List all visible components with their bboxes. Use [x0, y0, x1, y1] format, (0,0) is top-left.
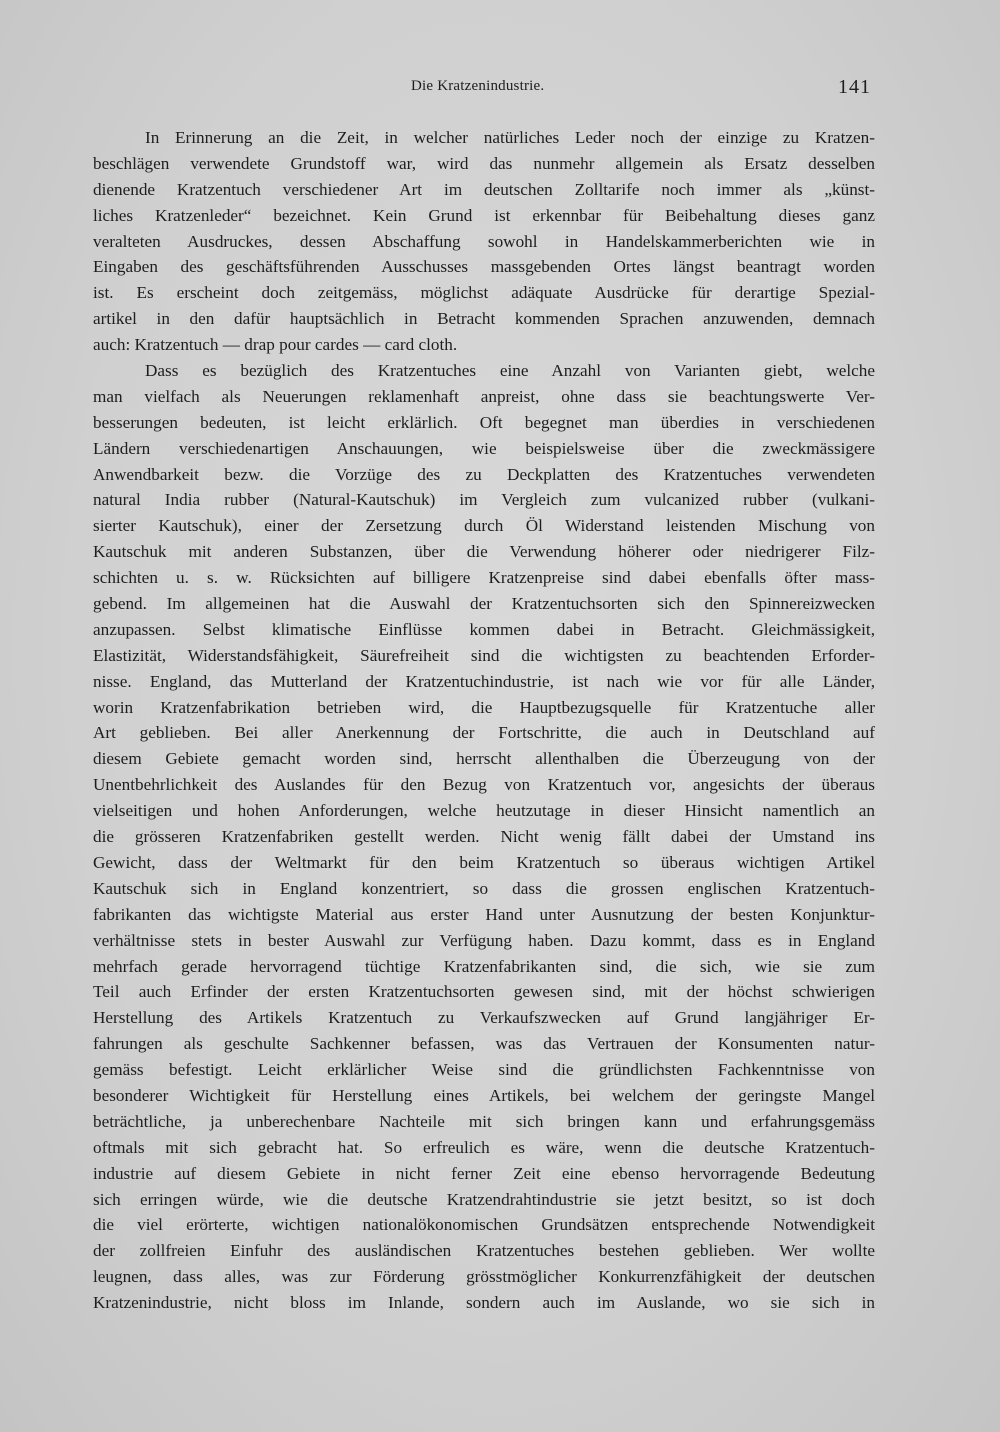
- text-line: schichten u. s. w. Rücksichten auf billigere Kratzenpreise sind dabei ebenfalls öfter mass-: [93, 568, 875, 588]
- text-line: Art geblieben. Bei aller Anerkennung der Fortschritte, die auch in Deutschland auf: [93, 723, 875, 743]
- text-line: Teil auch Erfinder der ersten Kratzentuchsorten gewesen sind, mit der höchst schwierigen: [93, 982, 875, 1002]
- text-line: Dass es bezüglich des Kratzentuches eine Anzahl von Varianten giebt, welche: [145, 361, 875, 381]
- text-line: artikel in den dafür hauptsächlich in Betracht kommenden Sprachen anzuwenden, demnach: [93, 309, 875, 329]
- text-line: veralteten Ausdruckes, dessen Abschaffung sowohl in Handelskammerberichten wie in: [93, 231, 875, 251]
- text-line: sich erringen würde, wie die deutsche Kratzendrahtindustrie sie jetzt besitzt, so ist doch: [93, 1189, 875, 1209]
- text-line: Unentbehrlichkeit des Auslandes für den Bezug von Kratzentuch vor, angesichts der überaus: [93, 775, 875, 795]
- text-line: oftmals mit sich gebracht hat. So erfreulich es wäre, wenn die deutsche Kratzentuch-: [93, 1137, 875, 1157]
- text-line: gemäss befestigt. Leicht erklärlicher Weise sind die gründlichsten Fachkenntnisse von: [93, 1060, 875, 1080]
- text-line: mehrfach gerade hervorragend tüchtige Kratzenfabrikanten sind, die sich, wie sie zum: [93, 956, 875, 976]
- page-number: 141: [838, 76, 871, 98]
- text-line: Ländern verschiedenartigen Anschauungen, wie beispielsweise über die zweckmässigere: [93, 438, 875, 458]
- running-title: Die Kratzenindustrie.: [411, 78, 545, 94]
- text-line: die viel erörterte, wichtigen nationalökonomischen Grundsätzen entsprechende Notwendigkeit: [93, 1215, 875, 1235]
- text-line: beträchtliche, ja unberechenbare Nachteile mit sich bringen kann und erfahrungsgemäss: [93, 1111, 875, 1131]
- text-line: vielseitigen und hohen Anforderungen, welche heutzutage in dieser Hinsicht namentlich an: [93, 801, 875, 821]
- text-line: leugnen, dass alles, was zur Förderung grösstmöglicher Konkurrenzfähigkeit der deutschen: [93, 1267, 875, 1287]
- text-line: Anwendbarkeit bezw. die Vorzüge des zu Deckplatten des Kratzentuches verwendeten: [93, 464, 875, 484]
- text-line: In Erinnerung an die Zeit, in welcher natürliches Leder noch der einzige zu Kratzen-: [145, 128, 875, 147]
- text-line: verhältnisse stets in bester Auswahl zur Verfügung haben. Dazu kommt, dass es in England: [93, 930, 875, 950]
- text-line: Herstellung des Artikels Kratzentuch zu Verkaufszwecken auf Grund langjähriger Er-: [93, 1008, 875, 1028]
- text-line: dienende Kratzentuch verschiedener Art im deutschen Zolltarife noch immer als „künst-: [93, 179, 875, 199]
- text-line: Eingaben des geschäftsführenden Ausschusses massgebenden Ortes längst beantragt worden: [93, 257, 875, 277]
- text-line: worin Kratzenfabrikation betrieben wird, die Hauptbezugsquelle für Kratzentuche aller: [93, 697, 875, 717]
- text-line: anzupassen. Selbst klimatische Einflüsse kommen dabei in Betracht. Gleichmässigkeit,: [93, 619, 875, 639]
- running-head: [93, 76, 875, 104]
- text-line: sierter Kautschuk), einer der Zersetzung durch Öl Widerstand leistenden Mischung von: [93, 516, 875, 536]
- text-line: ist. Es erscheint doch zeitgemäss, möglichst adäquate Ausdrücke für derartige Spezial-: [93, 283, 875, 303]
- text-line: besserungen bedeuten, ist leicht erklärlich. Oft begegnet man überdies in verschiedenen: [93, 412, 875, 432]
- text-line: fabrikanten das wichtigste Material aus erster Hand unter Ausnutzung der besten Konjunktur-: [93, 904, 875, 924]
- text-line: liches Kratzenleder“ bezeichnet. Kein Grund ist erkennbar für Beibehaltung dieses ganz: [93, 205, 875, 225]
- text-line: auch: Kratzentuch — drap pour cardes — card cloth.: [93, 335, 458, 355]
- text-line: der zollfreien Einfuhr des ausländischen Kratzentuches bestehen geblieben. Wer wollte: [93, 1241, 875, 1261]
- text-line: nisse. England, das Mutterland der Kratzentuchindustrie, ist nach wie vor für alle Länder,: [93, 671, 875, 691]
- text-line: industrie auf diesem Gebiete in nicht ferner Zeit eine ebenso hervorragende Bedeutung: [93, 1163, 875, 1183]
- text-line: Kautschuk sich in England konzentriert, so dass die grossen englischen Kratzentuch-: [93, 878, 875, 898]
- text-line: Kautschuk mit anderen Substanzen, über die Verwendung höherer oder niedrigerer Filz-: [93, 542, 875, 562]
- text-line: besonderer Wichtigkeit für Herstellung eines Artikels, bei welchem der geringste Mangel: [93, 1085, 875, 1105]
- body-text: [93, 125, 875, 1316]
- text-line: gebend. Im allgemeinen hat die Auswahl der Kratzentuchsorten sich den Spinnereizwecken: [93, 594, 875, 614]
- text-line: fahrungen als geschulte Sachkenner befassen, was das Vertrauen der Konsumenten natur-: [93, 1034, 875, 1054]
- text-line: Kratzenindustrie, nicht bloss im Inlande, sondern auch im Auslande, wo sie sich in: [93, 1293, 875, 1313]
- text-line: diesem Gebiete gemacht worden sind, herrscht allenthalben die Überzeugung von der: [93, 749, 875, 769]
- text-line: die grösseren Kratzenfabriken gestellt werden. Nicht wenig fällt dabei der Umstand ins: [93, 827, 875, 847]
- text-line: Elastizität, Widerstandsfähigkeit, Säurefreiheit sind die wichtigsten zu beachtenden Erforder-: [93, 645, 875, 665]
- text-line: Gewicht, dass der Weltmarkt für den beim Kratzentuch so überaus wichtigen Artikel: [93, 852, 875, 872]
- text-line: man vielfach als Neuerungen reklamenhaft anpreist, ohne dass sie beachtungswerte Ver-: [93, 386, 875, 406]
- text-line: beschlägen verwendete Grundstoff war, wird das nunmehr allgemein als Ersatz desselben: [93, 153, 875, 173]
- text-line: natural India rubber (Natural-Kautschuk) im Vergleich zum vulcanized rubber (vulkani-: [93, 490, 875, 510]
